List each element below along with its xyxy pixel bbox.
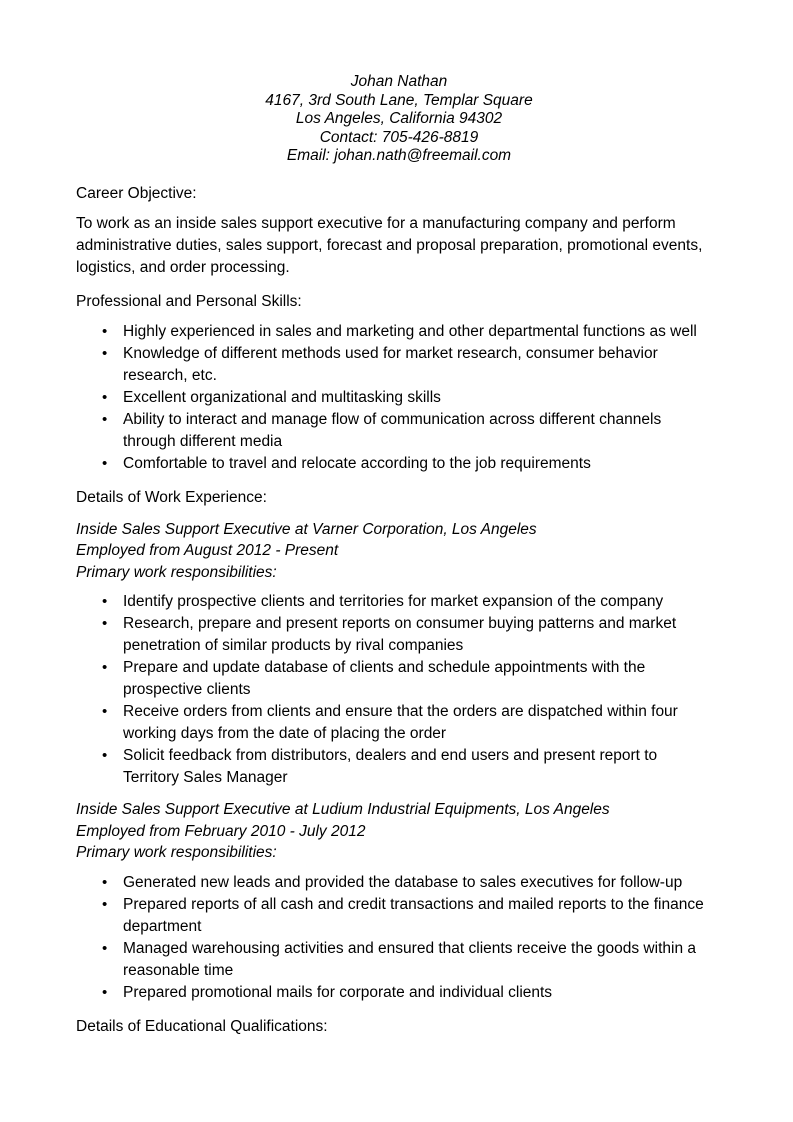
bullet-icon: •: [102, 659, 108, 676]
career-objective-text: To work as an inside sales support executive for a manufacturing company and perform administrative duties, sales support, forecast and proposal preparation, promotional events, logistics, and order processing.: [76, 214, 703, 276]
bullet-icon: •: [102, 322, 108, 340]
candidate-name: Johan Nathan: [350, 73, 448, 90]
list-item: • Prepared promotional mails for corporate and individual clients: [76, 982, 716, 1004]
job-1-responsibilities: [76, 591, 716, 789]
bullet-icon: •: [102, 615, 108, 632]
job-2-position: Inside Sales Support Executive at Ludium Industrial Equipments, Los Angeles: [76, 801, 610, 818]
list-item: • Prepare and update database of clients and schedule appointments with the prospective clients: [102, 659, 646, 698]
job-2-heading: [76, 799, 716, 864]
skills-list: [76, 321, 716, 475]
list-item: • Managed warehousing activities and ensured that clients receive the goods within a reasonable time: [102, 939, 696, 979]
job-2-resp-label: Primary work responsibilities:: [76, 844, 277, 861]
education-title: Details of Educational Qualifications:: [76, 1017, 328, 1035]
job-1-period: Employed from August 2012 - Present: [76, 542, 339, 559]
job-1-position: Inside Sales Support Executive at Varner Corporation, Los Angeles: [76, 520, 537, 538]
work-experience-title: Details of Work Experience:: [76, 488, 267, 506]
bullet-icon: •: [102, 703, 108, 720]
bullet-icon: •: [102, 410, 108, 428]
job-2-period: Employed from February 2010 - July 2012: [76, 822, 366, 840]
skills-title: Professional and Personal Skills:: [76, 292, 302, 310]
bullet-icon: •: [102, 593, 108, 610]
contact-email: Email: johan.nath@freemail.com: [286, 147, 512, 164]
bullet-icon: •: [102, 747, 108, 764]
address-line-2: Los Angeles, California 94302: [295, 110, 503, 127]
bullet-icon: •: [102, 873, 108, 891]
contact-phone: Contact: 705-426-8819: [319, 128, 479, 146]
career-objective-title: Career Objective:: [76, 184, 197, 202]
list-item: • Comfortable to travel and relocate according to the job requirements: [76, 453, 716, 475]
list-item: • Prepared reports of all cash and credit transactions and mailed reports to the finance department: [102, 895, 704, 935]
job-1-heading: [76, 519, 716, 584]
list-item: • Knowledge of different methods used for market research, consumer behavior research, etc.: [102, 344, 658, 384]
list-item: • Receive orders from clients and ensure that the orders are dispatched within four working days from the date of placing the order: [102, 703, 678, 742]
list-item: • Research, prepare and present reports on consumer buying patterns and market penetration of similar products by rival companies: [102, 615, 677, 654]
bullet-icon: •: [102, 344, 108, 362]
list-item: • Generated new leads and provided the database to sales executives for follow-up: [76, 872, 716, 894]
job-1-resp-label: Primary work responsibilities:: [76, 563, 277, 581]
bullet-icon: •: [102, 388, 108, 406]
list-item: • Ability to interact and manage flow of communication across different channels through different media: [102, 410, 662, 450]
list-item: • Excellent organizational and multitasking skills: [76, 387, 716, 409]
resume-page: [76, 73, 716, 1046]
bullet-icon: •: [102, 895, 108, 913]
bullet-icon: •: [102, 454, 108, 472]
resume-header: [82, 73, 716, 166]
list-item: • Solicit feedback from distributors, dealers and end users and present report to Territory Sales Manager: [102, 747, 658, 786]
bullet-icon: •: [102, 939, 108, 957]
bullet-icon: •: [102, 983, 108, 1001]
job-2-responsibilities: [76, 872, 716, 1004]
list-item: • Identify prospective clients and territories for market expansion of the company: [76, 591, 716, 613]
list-item: • Highly experienced in sales and marketing and other departmental functions as well: [76, 321, 716, 343]
address-line-1: 4167, 3rd South Lane, Templar Square: [265, 91, 533, 109]
